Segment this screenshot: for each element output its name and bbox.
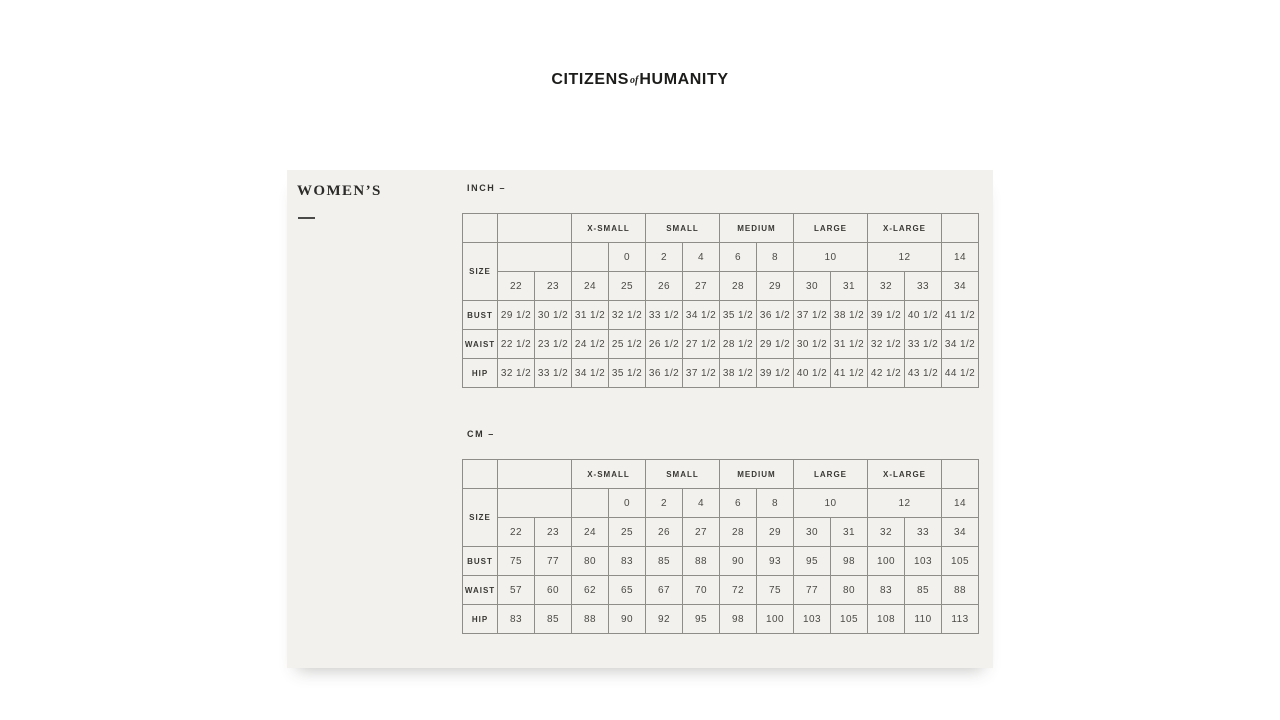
table-cell: 12 [868, 489, 942, 518]
section-cm [462, 429, 993, 634]
table-cell: 32 1/2 [498, 359, 535, 388]
table-header-cell: WAIST [463, 330, 498, 359]
table-cell: 42 1/2 [868, 359, 905, 388]
table-row [463, 214, 979, 243]
table-cell: 43 1/2 [905, 359, 942, 388]
table-cell: 10 [794, 489, 868, 518]
table-cell: 39 1/2 [757, 359, 794, 388]
table-cell: 100 [757, 605, 794, 634]
table-header-cell: LARGE [794, 214, 868, 243]
table-cell: 33 1/2 [646, 301, 683, 330]
table-row [463, 359, 979, 388]
table-cell: 24 [572, 272, 609, 301]
brand-logo-citizens: CITIZENS [551, 71, 630, 88]
size-table-inch [462, 213, 979, 388]
table-cell: 72 [720, 576, 757, 605]
table-cell [498, 489, 572, 518]
table-row [463, 547, 979, 576]
table-row [463, 605, 979, 634]
table-cell: 25 1/2 [609, 330, 646, 359]
table-cell: 98 [720, 605, 757, 634]
table-cell: 70 [683, 576, 720, 605]
table-cell: 83 [868, 576, 905, 605]
table-header-cell: X-SMALL [572, 460, 646, 489]
table-cell: 6 [720, 243, 757, 272]
table-cell: 6 [720, 489, 757, 518]
table-cell: 35 1/2 [720, 301, 757, 330]
table-cell [942, 214, 979, 243]
table-cell: 40 1/2 [905, 301, 942, 330]
table-cell: 31 1/2 [572, 301, 609, 330]
table-header-cell: HIP [463, 605, 498, 634]
table-cell: 90 [609, 605, 646, 634]
table-cell: 26 [646, 272, 683, 301]
table-cell: 30 [794, 518, 831, 547]
table-cell: 38 1/2 [720, 359, 757, 388]
table-cell: 33 1/2 [535, 359, 572, 388]
table-cell: 0 [609, 489, 646, 518]
table-cell: 28 1/2 [720, 330, 757, 359]
table-cell: 110 [905, 605, 942, 634]
table-cell: 33 [905, 518, 942, 547]
table-cell: 44 1/2 [942, 359, 979, 388]
table-header-cell: SMALL [646, 214, 720, 243]
table-cell: 113 [942, 605, 979, 634]
table-header-cell: SIZE [463, 489, 498, 547]
table-cell: 32 1/2 [868, 330, 905, 359]
table-header-cell: MEDIUM [720, 460, 794, 489]
table-cell: 95 [683, 605, 720, 634]
table-cell: 4 [683, 489, 720, 518]
table-cell: 34 [942, 518, 979, 547]
table-cell: 32 1/2 [609, 301, 646, 330]
table-cell: 8 [757, 243, 794, 272]
table-cell [463, 214, 498, 243]
table-cell: 24 1/2 [572, 330, 609, 359]
table-cell: 83 [609, 547, 646, 576]
table-header-cell: BUST [463, 547, 498, 576]
table-cell: 93 [757, 547, 794, 576]
table-row [463, 518, 979, 547]
table-header-cell: X-LARGE [868, 214, 942, 243]
table-cell: 2 [646, 243, 683, 272]
table-cell: 105 [942, 547, 979, 576]
table-cell: 30 [794, 272, 831, 301]
table-cell: 98 [831, 547, 868, 576]
table-cell: 8 [757, 489, 794, 518]
table-row [463, 330, 979, 359]
table-cell: 27 [683, 518, 720, 547]
table-cell: 34 1/2 [683, 301, 720, 330]
table-header-cell: SIZE [463, 243, 498, 301]
table-cell: 77 [535, 547, 572, 576]
table-cell: 27 1/2 [683, 330, 720, 359]
table-cell: 30 1/2 [535, 301, 572, 330]
table-cell: 95 [794, 547, 831, 576]
table-cell: 0 [609, 243, 646, 272]
title-underline [298, 217, 315, 219]
table-cell: 103 [905, 547, 942, 576]
table-cell [498, 460, 572, 489]
table-cell: 29 [757, 518, 794, 547]
table-cell: 88 [683, 547, 720, 576]
table-header-cell: SMALL [646, 460, 720, 489]
table-cell: 80 [572, 547, 609, 576]
unit-label-cm: CM – [467, 429, 495, 439]
table-header-cell: LARGE [794, 460, 868, 489]
table-cell: 60 [535, 576, 572, 605]
table-cell: 36 1/2 [646, 359, 683, 388]
unit-label-inch: INCH – [467, 183, 507, 193]
table-row [463, 272, 979, 301]
table-cell: 88 [942, 576, 979, 605]
table-cell: 75 [498, 547, 535, 576]
table-cell: 41 1/2 [831, 359, 868, 388]
table-cell: 37 1/2 [683, 359, 720, 388]
table-cell: 24 [572, 518, 609, 547]
table-cell: 108 [868, 605, 905, 634]
table-cell: 34 [942, 272, 979, 301]
table-cell: 31 1/2 [831, 330, 868, 359]
table-cell: 30 1/2 [794, 330, 831, 359]
table-cell: 100 [868, 547, 905, 576]
table-cell: 10 [794, 243, 868, 272]
table-cell [498, 214, 572, 243]
table-row [463, 243, 979, 272]
table-header-cell: X-LARGE [868, 460, 942, 489]
table-header-cell: HIP [463, 359, 498, 388]
table-header-cell: MEDIUM [720, 214, 794, 243]
table-cell: 28 [720, 518, 757, 547]
size-guide-panel [287, 170, 993, 668]
table-cell: 34 1/2 [572, 359, 609, 388]
table-cell [498, 243, 572, 272]
table-cell: 62 [572, 576, 609, 605]
table-cell: 29 1/2 [498, 301, 535, 330]
table-row [463, 460, 979, 489]
table-cell [463, 460, 498, 489]
table-cell: 4 [683, 243, 720, 272]
sidebar [287, 170, 462, 668]
table-cell: 67 [646, 576, 683, 605]
table-cell: 92 [646, 605, 683, 634]
table-cell: 14 [942, 243, 979, 272]
table-cell: 40 1/2 [794, 359, 831, 388]
table-cell: 103 [794, 605, 831, 634]
table-cell: 38 1/2 [831, 301, 868, 330]
table-cell: 88 [572, 605, 609, 634]
table-cell: 12 [868, 243, 942, 272]
size-table-cm [462, 459, 979, 634]
table-header-cell: WAIST [463, 576, 498, 605]
table-cell: 41 1/2 [942, 301, 979, 330]
table-cell: 22 1/2 [498, 330, 535, 359]
table-cell: 105 [831, 605, 868, 634]
table-cell: 32 [868, 272, 905, 301]
table-header-cell: BUST [463, 301, 498, 330]
table-cell: 29 1/2 [757, 330, 794, 359]
size-tables-area [462, 170, 993, 668]
table-cell: 14 [942, 489, 979, 518]
table-cell: 32 [868, 518, 905, 547]
table-cell [572, 243, 609, 272]
table-cell: 23 1/2 [535, 330, 572, 359]
table-cell: 25 [609, 518, 646, 547]
table-cell [572, 489, 609, 518]
table-cell: 31 [831, 272, 868, 301]
brand-logo-of: of [630, 75, 639, 86]
table-row [463, 301, 979, 330]
table-cell: 28 [720, 272, 757, 301]
table-cell: 33 [905, 272, 942, 301]
table-cell: 90 [720, 547, 757, 576]
table-cell: 35 1/2 [609, 359, 646, 388]
table-cell: 23 [535, 518, 572, 547]
table-cell: 65 [609, 576, 646, 605]
table-cell: 85 [905, 576, 942, 605]
table-cell: 31 [831, 518, 868, 547]
table-cell: 85 [646, 547, 683, 576]
table-cell: 29 [757, 272, 794, 301]
brand-logo [0, 0, 1280, 90]
table-cell: 80 [831, 576, 868, 605]
table-cell: 22 [498, 518, 535, 547]
table-cell: 25 [609, 272, 646, 301]
table-header-cell: X-SMALL [572, 214, 646, 243]
table-cell: 57 [498, 576, 535, 605]
table-cell: 75 [757, 576, 794, 605]
table-row [463, 576, 979, 605]
table-cell: 34 1/2 [942, 330, 979, 359]
table-cell: 83 [498, 605, 535, 634]
table-cell: 22 [498, 272, 535, 301]
table-cell: 37 1/2 [794, 301, 831, 330]
table-cell [942, 460, 979, 489]
table-cell: 77 [794, 576, 831, 605]
table-cell: 39 1/2 [868, 301, 905, 330]
table-cell: 23 [535, 272, 572, 301]
table-cell: 26 1/2 [646, 330, 683, 359]
table-cell: 85 [535, 605, 572, 634]
table-cell: 36 1/2 [757, 301, 794, 330]
brand-logo-humanity: HUMANITY [639, 71, 729, 88]
table-cell: 2 [646, 489, 683, 518]
table-cell: 27 [683, 272, 720, 301]
table-row [463, 489, 979, 518]
category-title: WOMEN’S [297, 183, 382, 199]
table-cell: 26 [646, 518, 683, 547]
table-cell: 33 1/2 [905, 330, 942, 359]
section-inch [462, 183, 993, 388]
